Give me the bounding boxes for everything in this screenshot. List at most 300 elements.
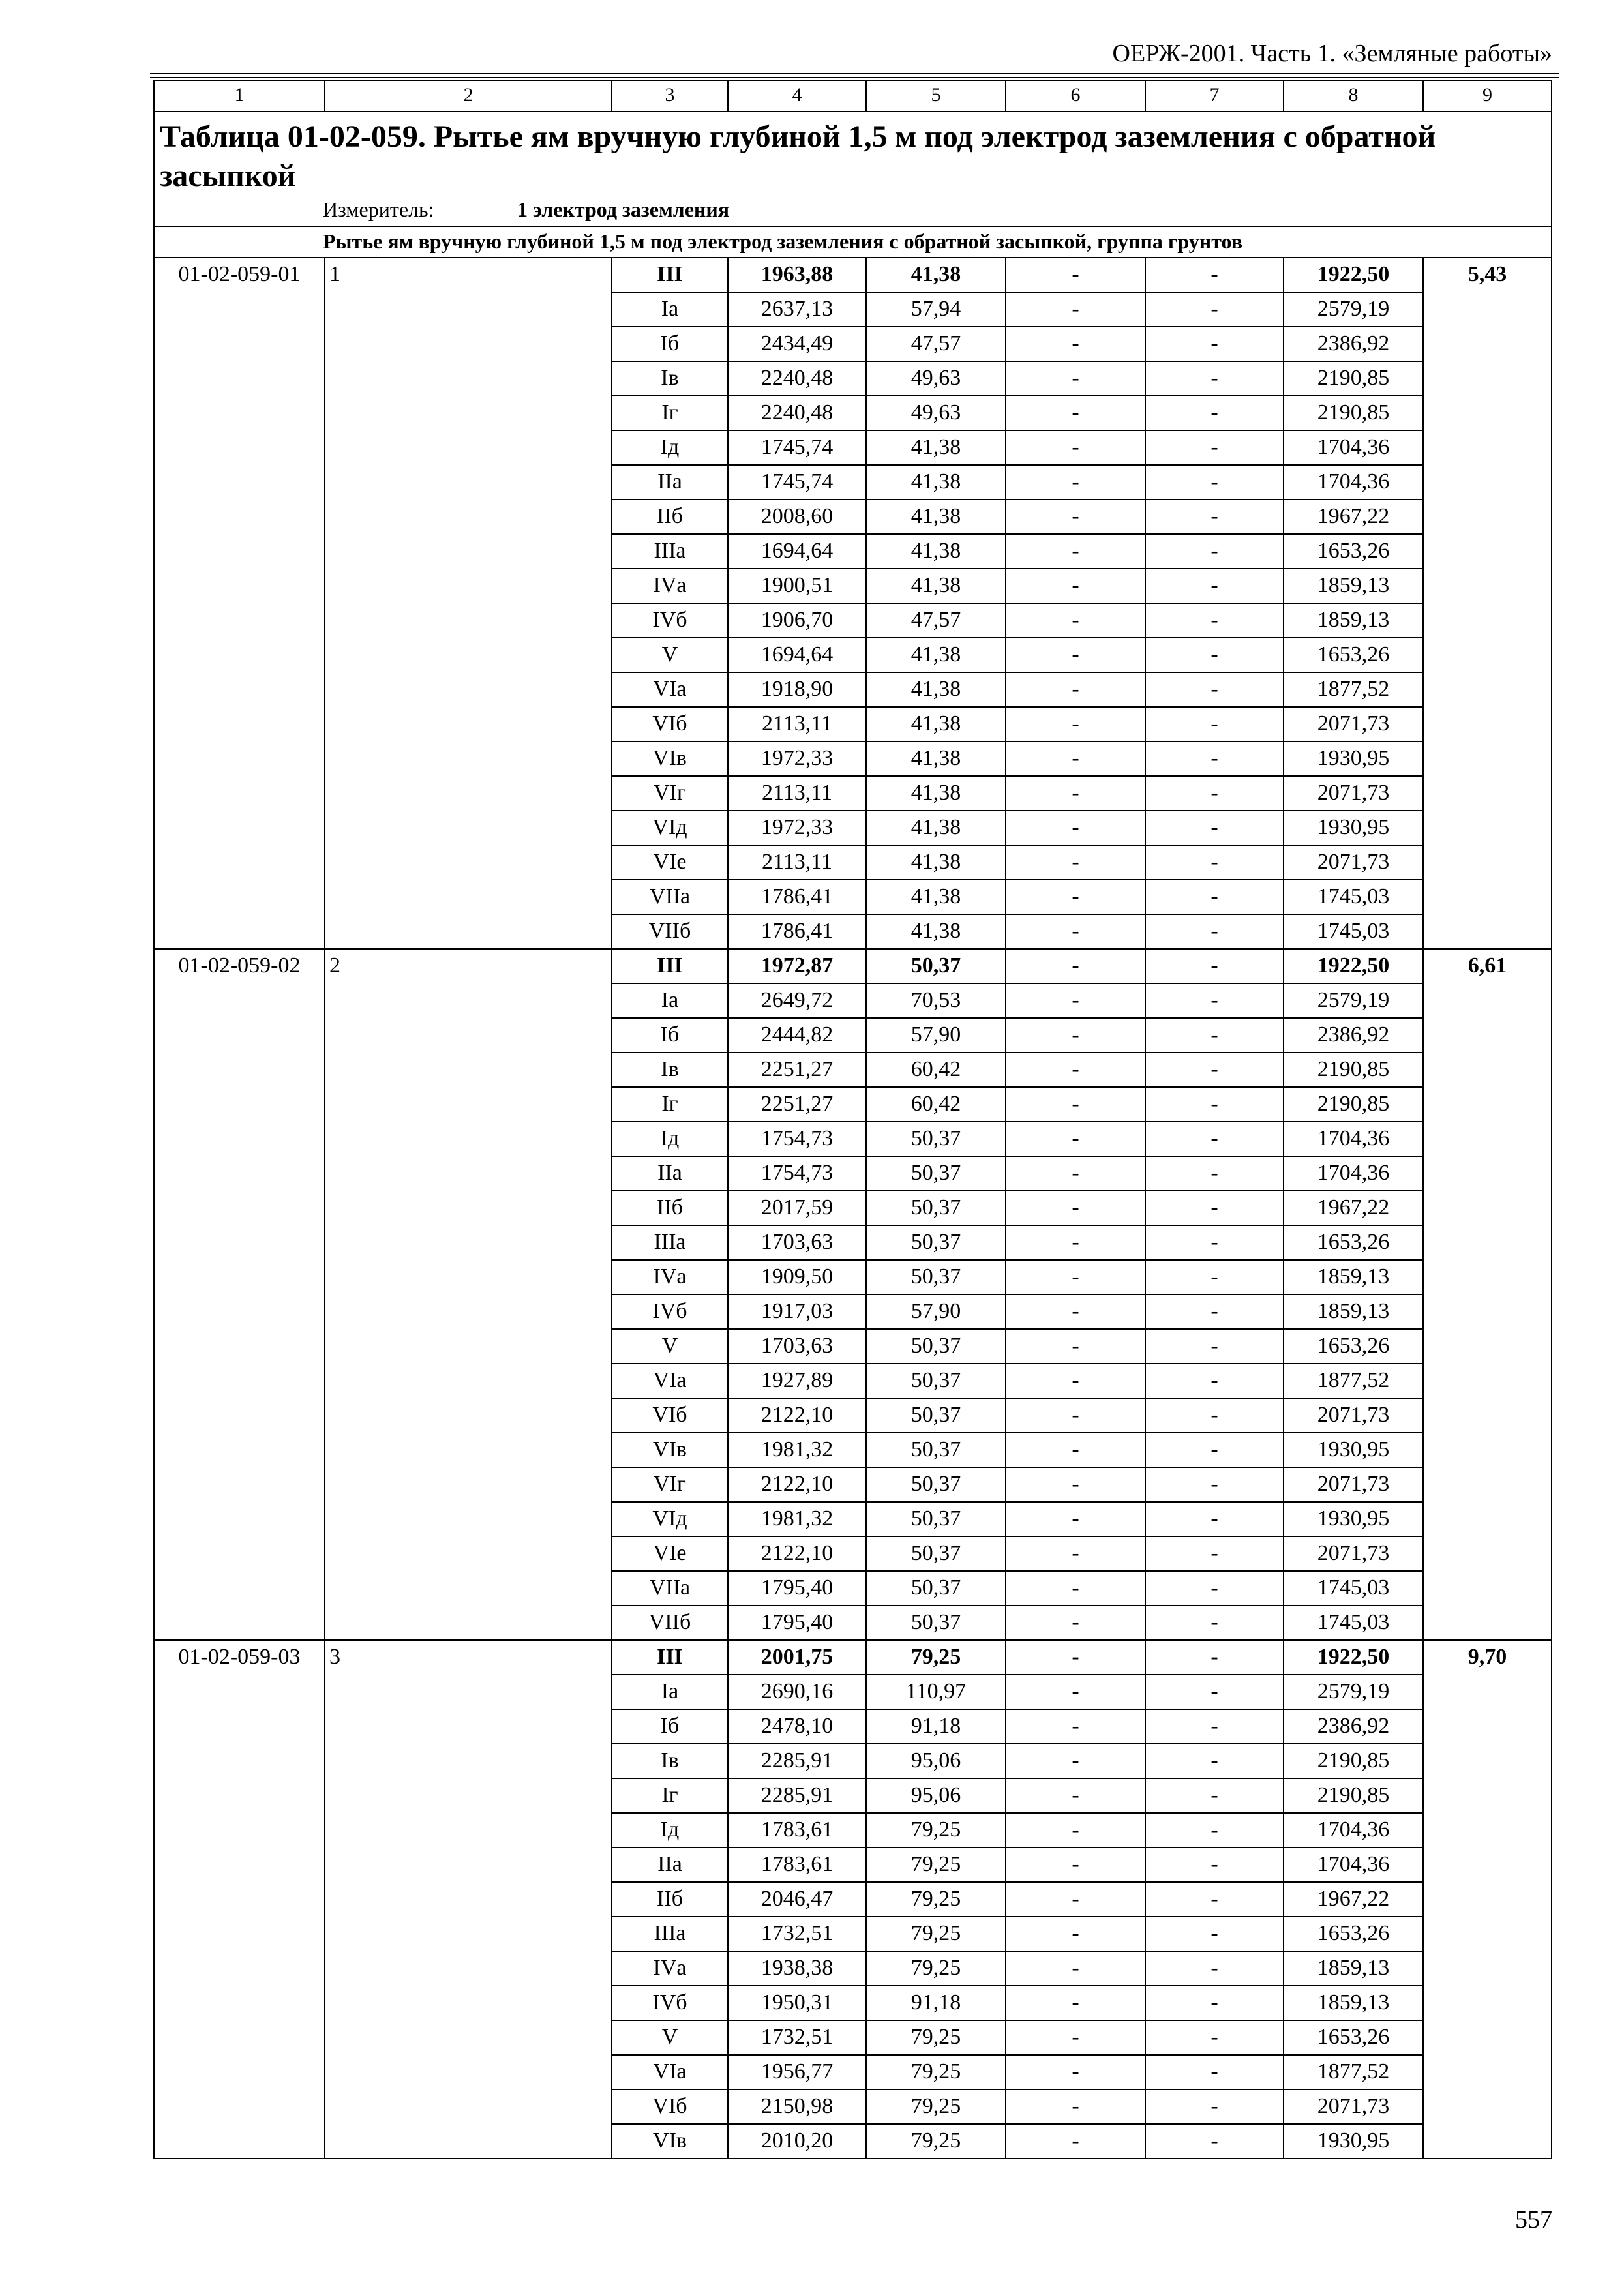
machine-cost-cell: - [1006,1294,1145,1329]
labor-cost-cell: 50,37 [866,1122,1006,1156]
material-cost-cell: 2579,19 [1284,1675,1423,1709]
labor-cost-cell: 57,90 [866,1294,1006,1329]
labor-cost-cell: 57,90 [866,1018,1006,1053]
driver-cost-cell: - [1145,1882,1284,1917]
total-cost-cell: 1950,31 [728,1986,866,2020]
material-cost-cell: 2071,73 [1284,1398,1423,1433]
soil-group-cell: VIа [612,1364,728,1398]
soil-group-cell: VIIа [612,1571,728,1606]
total-cost-cell: 1795,40 [728,1571,866,1606]
material-cost-cell: 2190,85 [1284,1053,1423,1087]
driver-cost-cell: - [1145,500,1284,534]
driver-cost-cell: - [1145,292,1284,327]
soil-group-cell: IIб [612,1882,728,1917]
soil-group-cell: V [612,2020,728,2055]
labor-cost-cell: 95,06 [866,1778,1006,1813]
driver-cost-cell: - [1145,1951,1284,1986]
labor-cost-cell: 50,37 [866,1536,1006,1571]
table-row [154,949,1552,983]
machine-cost-cell: - [1006,1018,1145,1053]
column-number: 5 [866,80,1006,112]
soil-group-cell: VIг [612,776,728,811]
total-cost-cell: 1900,51 [728,569,866,603]
labor-cost-cell: 41,38 [866,534,1006,569]
total-cost-cell: 2649,72 [728,983,866,1018]
driver-cost-cell: - [1145,983,1284,1018]
driver-cost-cell: - [1145,1329,1284,1364]
soil-group-cell: IVа [612,1951,728,1986]
machine-cost-cell: - [1006,1467,1145,1502]
labor-cost-cell: 50,37 [866,1364,1006,1398]
column-number: 8 [1284,80,1423,112]
material-cost-cell: 1859,13 [1284,1260,1423,1294]
material-cost-cell: 1653,26 [1284,534,1423,569]
total-cost-cell: 1786,41 [728,914,866,949]
total-cost-cell: 1972,87 [728,949,866,983]
machine-cost-cell: - [1006,258,1145,292]
labor-cost-cell: 79,25 [866,1640,1006,1675]
machine-cost-cell: - [1006,1536,1145,1571]
total-cost-cell: 2122,10 [728,1398,866,1433]
table-subheading-row [154,226,1552,258]
soil-group-cell: III [612,1640,728,1675]
labor-cost-cell: 79,25 [866,1848,1006,1882]
driver-cost-cell: - [1145,1709,1284,1744]
driver-cost-cell: - [1145,2055,1284,2089]
machine-cost-cell: - [1006,396,1145,430]
driver-cost-cell: - [1145,914,1284,949]
soil-group-cell: IIа [612,1156,728,1191]
labor-cost-cell: 50,37 [866,1329,1006,1364]
machine-cost-cell: - [1006,1813,1145,1848]
driver-cost-cell: - [1145,1467,1284,1502]
machine-cost-cell: - [1006,1156,1145,1191]
norm-code: 01-02-059-01 [154,258,325,949]
driver-cost-cell: - [1145,1087,1284,1122]
labor-cost-cell: 41,38 [866,707,1006,741]
machine-cost-cell: - [1006,1087,1145,1122]
soil-group-cell: VIIб [612,1606,728,1640]
machine-cost-cell: - [1006,1502,1145,1536]
material-cost-cell: 1704,36 [1284,1156,1423,1191]
driver-cost-cell: - [1145,1053,1284,1087]
total-cost-cell: 2285,91 [728,1778,866,1813]
labor-cost-cell: 49,63 [866,396,1006,430]
labor-cost-cell: 41,38 [866,638,1006,672]
table-subheading: Рытье ям вручную глубиной 1,5 м под электрод заземления с обратной засыпкой, группа грунтов [154,226,1552,258]
machine-cost-cell: - [1006,672,1145,707]
labor-cost-cell: 60,42 [866,1053,1006,1087]
driver-cost-cell: - [1145,1744,1284,1778]
machine-cost-cell: - [1006,500,1145,534]
material-cost-cell: 1967,22 [1284,500,1423,534]
labor-cost-cell: 50,37 [866,1467,1006,1502]
soil-group-cell: III [612,258,728,292]
machine-cost-cell: - [1006,707,1145,741]
soil-group-cell: IVа [612,1260,728,1294]
total-cost-cell: 1927,89 [728,1364,866,1398]
material-cost-cell: 1704,36 [1284,1813,1423,1848]
norm-code: 01-02-059-03 [154,1640,325,2159]
total-cost-cell: 2285,91 [728,1744,866,1778]
driver-cost-cell: - [1145,1571,1284,1606]
soil-group-cell: Iг [612,1087,728,1122]
driver-cost-cell: - [1145,2089,1284,2124]
total-cost-cell: 2434,49 [728,327,866,361]
labor-cost-cell: 41,38 [866,672,1006,707]
total-cost-cell: 2478,10 [728,1709,866,1744]
machine-cost-cell: - [1006,1053,1145,1087]
machine-cost-cell: - [1006,741,1145,776]
total-cost-cell: 2113,11 [728,776,866,811]
column-number-row [154,80,1552,112]
labor-cost-cell: 79,25 [866,1951,1006,1986]
total-cost-cell: 2251,27 [728,1087,866,1122]
soil-group-cell: IVб [612,603,728,638]
total-cost-cell: 1956,77 [728,2055,866,2089]
material-cost-cell: 1653,26 [1284,1917,1423,1951]
soil-group-cell: IIIа [612,1917,728,1951]
material-cost-cell: 1930,95 [1284,741,1423,776]
material-cost-cell: 1745,03 [1284,1571,1423,1606]
labor-cost-cell: 50,37 [866,1502,1006,1536]
soil-group-cell: V [612,638,728,672]
total-cost-cell: 1754,73 [728,1156,866,1191]
material-cost-cell: 1859,13 [1284,1986,1423,2020]
driver-cost-cell: - [1145,880,1284,914]
labor-cost-cell: 41,38 [866,845,1006,880]
soil-group-cell: VIб [612,707,728,741]
table-title-cell [154,112,1552,226]
labor-cost-cell: 41,38 [866,569,1006,603]
total-cost-cell: 2122,10 [728,1536,866,1571]
labor-cost-cell: 47,57 [866,603,1006,638]
driver-cost-cell: - [1145,1433,1284,1467]
labor-cost-cell: 79,25 [866,2055,1006,2089]
machine-cost-cell: - [1006,569,1145,603]
labor-cost-cell: 41,38 [866,811,1006,845]
material-cost-cell: 2071,73 [1284,707,1423,741]
labor-hours-cell: 6,61 [1423,949,1552,1640]
machine-cost-cell: - [1006,1951,1145,1986]
total-cost-cell: 2240,48 [728,361,866,396]
labor-hours-cell: 9,70 [1423,1640,1552,2159]
labor-cost-cell: 50,37 [866,949,1006,983]
norm-number: 2 [325,949,612,1640]
driver-cost-cell: - [1145,534,1284,569]
soil-group-cell: Iб [612,1018,728,1053]
material-cost-cell: 1704,36 [1284,465,1423,500]
material-cost-cell: 2386,92 [1284,327,1423,361]
page-number: 557 [1515,2206,1552,2234]
machine-cost-cell: - [1006,1191,1145,1225]
machine-cost-cell: - [1006,2124,1145,2159]
material-cost-cell: 1930,95 [1284,1502,1423,1536]
total-cost-cell: 2001,75 [728,1640,866,1675]
soil-group-cell: Iд [612,1122,728,1156]
unit-value: 1 электрод заземления [517,198,730,221]
soil-group-cell: IIIа [612,1225,728,1260]
labor-cost-cell: 79,25 [866,1882,1006,1917]
labor-cost-cell: 47,57 [866,327,1006,361]
machine-cost-cell: - [1006,1329,1145,1364]
labor-cost-cell: 50,37 [866,1398,1006,1433]
column-number: 6 [1006,80,1145,112]
total-cost-cell: 1972,33 [728,811,866,845]
total-cost-cell: 1732,51 [728,1917,866,1951]
machine-cost-cell: - [1006,327,1145,361]
labor-cost-cell: 50,37 [866,1571,1006,1606]
machine-cost-cell: - [1006,776,1145,811]
material-cost-cell: 2386,92 [1284,1709,1423,1744]
total-cost-cell: 2240,48 [728,396,866,430]
driver-cost-cell: - [1145,1364,1284,1398]
labor-cost-cell: 41,38 [866,741,1006,776]
labor-cost-cell: 50,37 [866,1225,1006,1260]
material-cost-cell: 1967,22 [1284,1882,1423,1917]
column-number: 2 [325,80,612,112]
soil-group-cell: Iв [612,1053,728,1087]
material-cost-cell: 1877,52 [1284,2055,1423,2089]
machine-cost-cell: - [1006,1778,1145,1813]
machine-cost-cell: - [1006,1433,1145,1467]
machine-cost-cell: - [1006,430,1145,465]
soil-group-cell: Iд [612,1813,728,1848]
machine-cost-cell: - [1006,361,1145,396]
driver-cost-cell: - [1145,1260,1284,1294]
driver-cost-cell: - [1145,2020,1284,2055]
material-cost-cell: 1859,13 [1284,1294,1423,1329]
driver-cost-cell: - [1145,1225,1284,1260]
total-cost-cell: 1745,74 [728,430,866,465]
labor-cost-cell: 41,38 [866,430,1006,465]
soil-group-cell: IIа [612,465,728,500]
soil-group-cell: Iв [612,1744,728,1778]
soil-group-cell: Iб [612,327,728,361]
driver-cost-cell: - [1145,1813,1284,1848]
machine-cost-cell: - [1006,1225,1145,1260]
driver-cost-cell: - [1145,1398,1284,1433]
material-cost-cell: 1859,13 [1284,603,1423,638]
machine-cost-cell: - [1006,949,1145,983]
driver-cost-cell: - [1145,1018,1284,1053]
soil-group-cell: IIIа [612,534,728,569]
total-cost-cell: 1783,61 [728,1848,866,1882]
labor-cost-cell: 41,38 [866,776,1006,811]
driver-cost-cell: - [1145,1156,1284,1191]
norms-table [153,80,1552,2159]
material-cost-cell: 1704,36 [1284,1848,1423,1882]
labor-cost-cell: 41,38 [866,914,1006,949]
material-cost-cell: 1745,03 [1284,914,1423,949]
total-cost-cell: 1732,51 [728,2020,866,2055]
soil-group-cell: Iа [612,983,728,1018]
machine-cost-cell: - [1006,534,1145,569]
driver-cost-cell: - [1145,396,1284,430]
machine-cost-cell: - [1006,914,1145,949]
driver-cost-cell: - [1145,776,1284,811]
driver-cost-cell: - [1145,707,1284,741]
material-cost-cell: 1859,13 [1284,569,1423,603]
material-cost-cell: 2579,19 [1284,983,1423,1018]
total-cost-cell: 2010,20 [728,2124,866,2159]
norm-number: 3 [325,1640,612,2159]
labor-cost-cell: 41,38 [866,500,1006,534]
machine-cost-cell: - [1006,2089,1145,2124]
total-cost-cell: 1917,03 [728,1294,866,1329]
column-number: 4 [728,80,866,112]
total-cost-cell: 1783,61 [728,1813,866,1848]
machine-cost-cell: - [1006,1709,1145,1744]
machine-cost-cell: - [1006,1640,1145,1675]
soil-group-cell: VIа [612,2055,728,2089]
material-cost-cell: 2190,85 [1284,361,1423,396]
soil-group-cell: Iб [612,1709,728,1744]
driver-cost-cell: - [1145,949,1284,983]
driver-cost-cell: - [1145,569,1284,603]
material-cost-cell: 1967,22 [1284,1191,1423,1225]
total-cost-cell: 2017,59 [728,1191,866,1225]
soil-group-cell: V [612,1329,728,1364]
material-cost-cell: 1859,13 [1284,1951,1423,1986]
total-cost-cell: 2150,98 [728,2089,866,2124]
column-number: 9 [1423,80,1552,112]
driver-cost-cell: - [1145,1606,1284,1640]
machine-cost-cell: - [1006,880,1145,914]
driver-cost-cell: - [1145,672,1284,707]
soil-group-cell: VIв [612,2124,728,2159]
driver-cost-cell: - [1145,741,1284,776]
labor-cost-cell: 41,38 [866,465,1006,500]
labor-cost-cell: 79,25 [866,1813,1006,1848]
machine-cost-cell: - [1006,1122,1145,1156]
material-cost-cell: 2071,73 [1284,2089,1423,2124]
table-title-row [154,112,1552,226]
labor-cost-cell: 79,25 [866,2124,1006,2159]
material-cost-cell: 2386,92 [1284,1018,1423,1053]
material-cost-cell: 1877,52 [1284,1364,1423,1398]
driver-cost-cell: - [1145,638,1284,672]
labor-cost-cell: 91,18 [866,1986,1006,2020]
soil-group-cell: VIIб [612,914,728,949]
material-cost-cell: 1930,95 [1284,2124,1423,2159]
material-cost-cell: 2071,73 [1284,1467,1423,1502]
machine-cost-cell: - [1006,1398,1145,1433]
material-cost-cell: 2190,85 [1284,1778,1423,1813]
labor-cost-cell: 91,18 [866,1709,1006,1744]
machine-cost-cell: - [1006,2020,1145,2055]
total-cost-cell: 2122,10 [728,1467,866,1502]
soil-group-cell: IIб [612,1191,728,1225]
table-title: Таблица 01-02-059. Рытье ям вручную глубиной 1,5 м под электрод заземления с обратной засыпкой [160,119,1436,193]
driver-cost-cell: - [1145,1778,1284,1813]
material-cost-cell: 1704,36 [1284,430,1423,465]
total-cost-cell: 1938,38 [728,1951,866,1986]
table-row [154,258,1552,292]
soil-group-cell: VIа [612,672,728,707]
soil-group-cell: VIIа [612,880,728,914]
unit-line [323,196,1546,223]
total-cost-cell: 2008,60 [728,500,866,534]
driver-cost-cell: - [1145,1122,1284,1156]
machine-cost-cell: - [1006,1364,1145,1398]
labor-cost-cell: 49,63 [866,361,1006,396]
driver-cost-cell: - [1145,811,1284,845]
material-cost-cell: 1745,03 [1284,1606,1423,1640]
norm-number: 1 [325,258,612,949]
labor-cost-cell: 41,38 [866,258,1006,292]
driver-cost-cell: - [1145,1502,1284,1536]
labor-cost-cell: 50,37 [866,1606,1006,1640]
machine-cost-cell: - [1006,1986,1145,2020]
driver-cost-cell: - [1145,1675,1284,1709]
table-row [154,1640,1552,1675]
soil-group-cell: VIв [612,1433,728,1467]
material-cost-cell: 2071,73 [1284,776,1423,811]
soil-group-cell: VIб [612,2089,728,2124]
soil-group-cell: VIе [612,845,728,880]
total-cost-cell: 1906,70 [728,603,866,638]
driver-cost-cell: - [1145,845,1284,880]
soil-group-cell: IVб [612,1986,728,2020]
total-cost-cell: 1745,74 [728,465,866,500]
total-cost-cell: 1703,63 [728,1225,866,1260]
material-cost-cell: 1930,95 [1284,811,1423,845]
labor-cost-cell: 79,25 [866,1917,1006,1951]
soil-group-cell: Iв [612,361,728,396]
running-head: ОЕРЖ-2001. Часть 1. «Земляные работы» [1112,40,1552,67]
machine-cost-cell: - [1006,811,1145,845]
soil-group-cell: Iд [612,430,728,465]
total-cost-cell: 1754,73 [728,1122,866,1156]
machine-cost-cell: - [1006,292,1145,327]
labor-hours-cell: 5,43 [1423,258,1552,949]
machine-cost-cell: - [1006,1882,1145,1917]
column-number: 1 [154,80,325,112]
driver-cost-cell: - [1145,603,1284,638]
machine-cost-cell: - [1006,1260,1145,1294]
machine-cost-cell: - [1006,1848,1145,1882]
driver-cost-cell: - [1145,1848,1284,1882]
labor-cost-cell: 50,37 [866,1433,1006,1467]
labor-cost-cell: 50,37 [866,1260,1006,1294]
total-cost-cell: 1786,41 [728,880,866,914]
total-cost-cell: 2046,47 [728,1882,866,1917]
driver-cost-cell: - [1145,1191,1284,1225]
soil-group-cell: Iа [612,292,728,327]
machine-cost-cell: - [1006,465,1145,500]
labor-cost-cell: 95,06 [866,1744,1006,1778]
material-cost-cell: 1653,26 [1284,1329,1423,1364]
soil-group-cell: VIб [612,1398,728,1433]
driver-cost-cell: - [1145,258,1284,292]
soil-group-cell: IIа [612,1848,728,1882]
total-cost-cell: 2444,82 [728,1018,866,1053]
total-cost-cell: 1981,32 [728,1433,866,1467]
soil-group-cell: IVа [612,569,728,603]
soil-group-cell: IVб [612,1294,728,1329]
norm-code: 01-02-059-02 [154,949,325,1640]
total-cost-cell: 2113,11 [728,845,866,880]
column-number: 3 [612,80,728,112]
labor-cost-cell: 41,38 [866,880,1006,914]
driver-cost-cell: - [1145,1640,1284,1675]
material-cost-cell: 1704,36 [1284,1122,1423,1156]
driver-cost-cell: - [1145,361,1284,396]
driver-cost-cell: - [1145,1917,1284,1951]
machine-cost-cell: - [1006,603,1145,638]
soil-group-cell: Iа [612,1675,728,1709]
